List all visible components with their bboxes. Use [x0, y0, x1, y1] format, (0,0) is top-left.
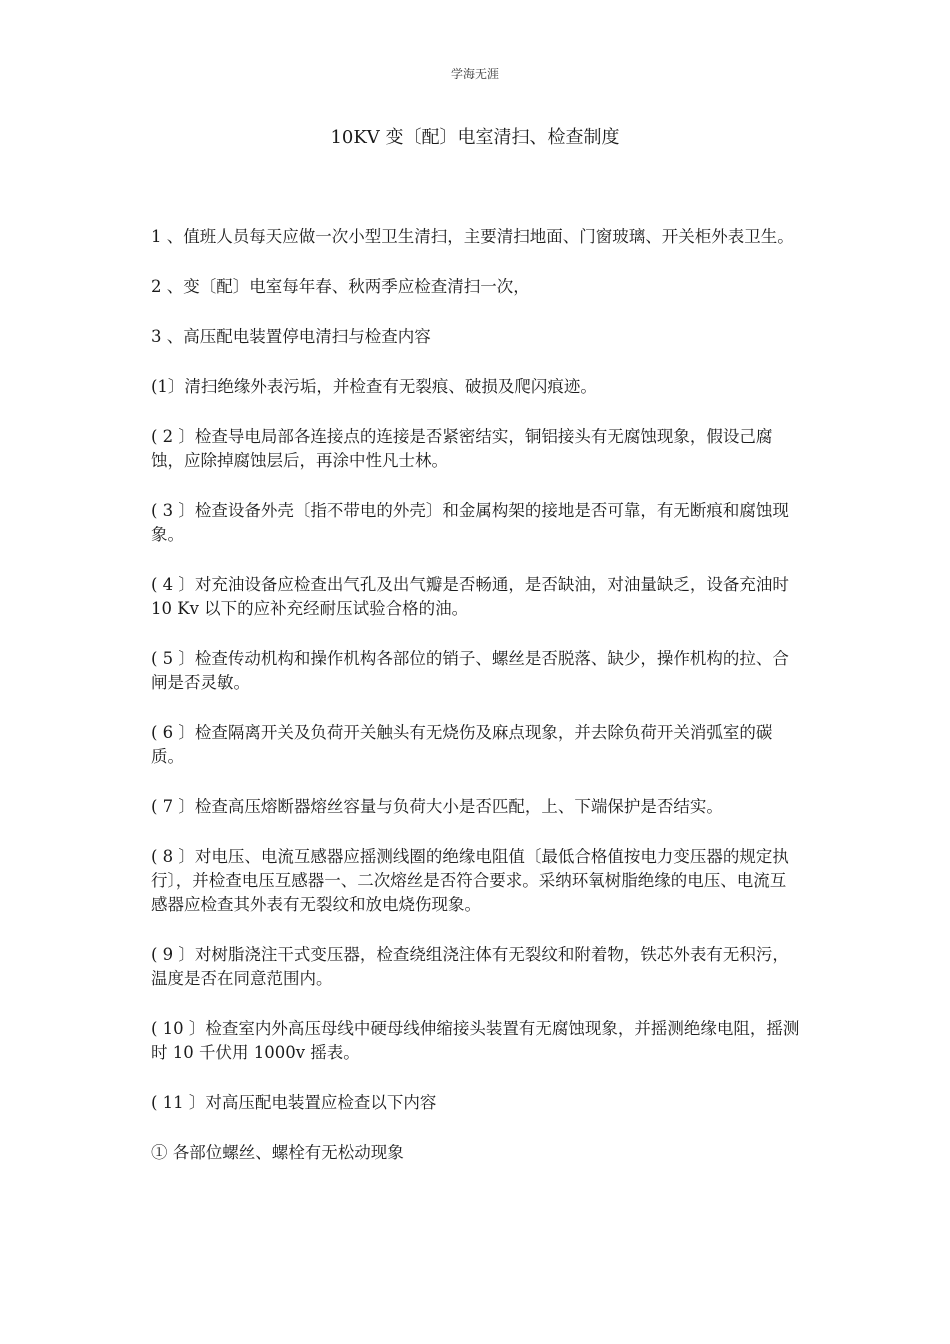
paragraph-3: 3 、高压配电装置停电清扫与检查内容: [151, 327, 431, 346]
item-4: ( 4 〕对充油设备应检查出气孔及出气瓣是否畅通，是否缺油，对油量缺乏，设备充油时 10 Kv 以下的应补充经耐压试验合格的油。: [151, 575, 789, 618]
document-body: [151, 225, 801, 1191]
item-7: ( 7 〕检查高压熔断器熔丝容量与负荷大小是否匹配，上、下端保护是否结实。: [151, 797, 723, 816]
sub-item-1: ① 各部位螺丝、螺栓有无松动现象: [151, 1143, 404, 1162]
item-1: (1〕清扫绝缘外表污垢，并检查有无裂痕、破损及爬闪痕迹。: [151, 377, 597, 396]
item-6: ( 6 〕检查隔离开关及负荷开关触头有无烧伤及麻点现象，并去除负荷开关消弧室的碳质。: [151, 723, 773, 766]
paragraph-2: 2 、变〔配〕电室每年春、秋两季应检查清扫一次，: [151, 277, 530, 296]
item-9: ( 9 〕对树脂浇注干式变压器，检查绕组浇注体有无裂纹和附着物，铁芯外表有无积污，温度是否在同意范围内。: [151, 945, 789, 988]
item-3: ( 3 〕检查设备外壳〔指不带电的外壳〕和金属构架的接地是否可靠，有无断痕和腐蚀现象。: [151, 501, 789, 544]
item-10: ( 10 〕检查室内外高压母线中硬母线伸缩接头装置有无腐蚀现象，并摇测绝缘电阻，摇测时 10 千伏用 1000v 摇表。: [151, 1019, 800, 1062]
page-header: 学海无涯: [450, 67, 499, 81]
item-8: ( 8 〕对电压、电流互感器应摇测线圈的绝缘电阻值〔最低合格值按电力变压器的规定执行〕，并检查电压互感器一、二次熔丝是否符合要求。采纳环氧树脂绝缘的电压、电流互感器应检查其外表有无裂纹和放电烧伤现象。: [151, 847, 789, 914]
paragraph-1: 1 、值班人员每天应做一次小型卫生清扫，主要清扫地面、门窗玻璃、开关柜外表卫生。: [151, 227, 794, 246]
item-5: ( 5 〕检查传动机构和操作机构各部位的销子、螺丝是否脱落、缺少，操作机构的拉、合闸是否灵敏。: [151, 649, 789, 692]
item-11: ( 11 〕对高压配电装置应检查以下内容: [151, 1093, 437, 1112]
document-title: 10KV 变〔配〕电室清扫、检查制度: [330, 127, 620, 148]
item-2: ( 2 〕检查导电局部各连接点的连接是否紧密结实，铜铝接头有无腐蚀现象，假设己腐蚀，应除掉腐蚀层后，再涂中性凡士林。: [151, 427, 773, 470]
